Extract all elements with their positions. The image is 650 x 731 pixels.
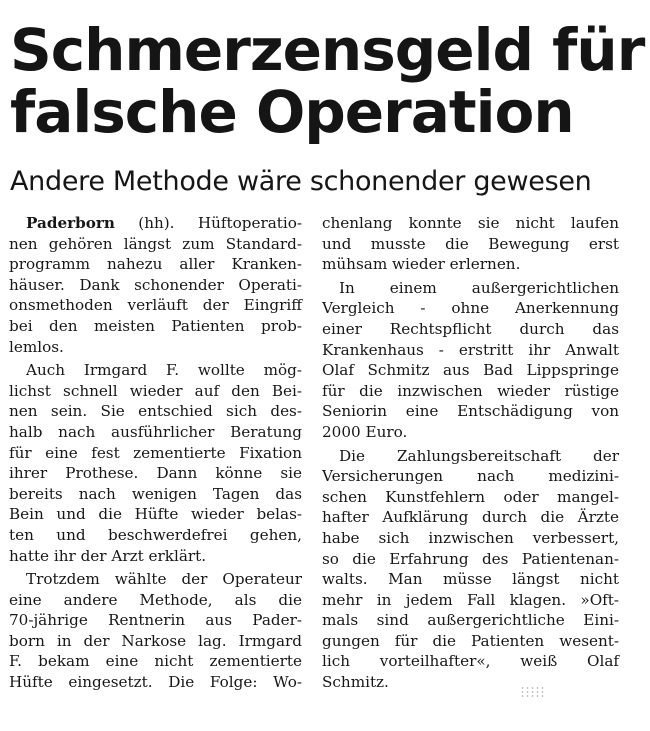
paragraph-2 [9,360,302,566]
text-line: nen sein. Sie entschied sich des- [9,402,302,421]
subheadline: Andere Methode wäre schonender gewesen [10,166,592,197]
text-line: eine andere Methode, als die [9,590,302,609]
headline-line-2: falsche Operation [10,78,574,146]
paragraph-1 [9,213,302,357]
text-line: für die inzwischen wieder rüstige [322,381,619,400]
text-line: Hüfte eingesetzt. Die Folge: Wo- [9,673,302,692]
headline-line-1: Schmerzensgeld für [10,16,645,84]
text-line: programm nahezu aller Kranken- [9,255,302,274]
paragraph-4 [322,213,619,275]
text-line: Vergleich - ohne Anerkennung [322,299,619,318]
text-line: Versicherungen nach medizini- [322,467,619,486]
text-line: Trotzdem wählte der Operateur [26,570,302,589]
text-line-rest: (hh). Hüftoperatio- [114,214,302,232]
text-line: born in der Narkose lag. Irmgard [9,631,302,650]
paragraph-5 [322,278,619,443]
text-line: und musste die Bewegung erst [322,234,619,253]
text-line: bei den meisten Patienten prob- [9,316,302,335]
text-line: lichst schnell wieder auf den Bei- [9,381,302,400]
dateline: Paderborn [26,214,115,232]
paragraph-6 [322,446,619,693]
headline [10,16,646,146]
text-line [9,213,302,234]
text-line: Die Zahlungsbereitschaft der [339,446,619,465]
text-line: onsmethoden verläuft der Eingriff [9,296,302,315]
text-line: so die Erfahrung des Patientenan- [322,549,619,568]
text-line: nen gehören längst zum Standard- [9,234,302,253]
text-line: einer Rechtspflicht durch das [322,319,619,338]
text-line: Krankenhaus - erstritt ihr Anwalt [322,340,619,359]
text-line: hafter Aufklärung durch die Ärzte [322,508,619,527]
text-line: bereits nach wenigen Tagen das [9,484,302,503]
text-line: lich vorteilhafter«, weiß Olaf [322,652,619,671]
text-line: mehr in jedem Fall klagen. »Oft- [322,590,619,609]
text-line: Auch Irmgard F. wollte mög- [26,361,302,380]
text-line: lemlos. [9,337,64,356]
text-line: ten und beschwerdefrei gehen, [9,525,302,544]
text-line: F. bekam eine nicht zementierte [9,652,302,671]
text-line: Schmitz. [322,673,389,692]
article-column-right [322,213,619,696]
paragraph-3 [9,569,302,693]
text-line: häuser. Dank schonender Operati- [9,275,302,294]
scan-speckle [520,686,546,698]
text-line: walts. Man müsse längst nicht [322,570,619,589]
text-line: gungen für die Patienten wesent- [322,631,619,650]
text-line: mals sind außergerichtliche Eini- [322,611,619,630]
text-line: chenlang konnte sie nicht laufen [322,214,619,232]
text-line: habe sich inzwischen verbessert, [322,528,619,547]
text-line: schen Kunstfehlern oder mangel- [322,487,619,506]
text-line: hatte ihr der Arzt erklärt. [9,546,207,565]
text-line: mühsam wieder erlernen. [322,255,521,274]
text-line: für eine fest zementierte Fixation [9,443,302,462]
text-line: halb nach ausführlicher Beratung [9,422,302,441]
text-line: 70-jährige Rentnerin aus Pader- [9,611,302,630]
text-line: 2000 Euro. [322,422,408,441]
text-line: ihrer Prothese. Dann könne sie [9,464,302,483]
text-line: In einem außergerichtlichen [339,278,619,297]
article-column-left [9,213,302,696]
text-line: Olaf Schmitz aus Bad Lippspringe [322,361,619,380]
text-line: Seniorin eine Entschädigung von [322,402,619,421]
text-line: Bein und die Hüfte wieder belas- [9,505,302,524]
